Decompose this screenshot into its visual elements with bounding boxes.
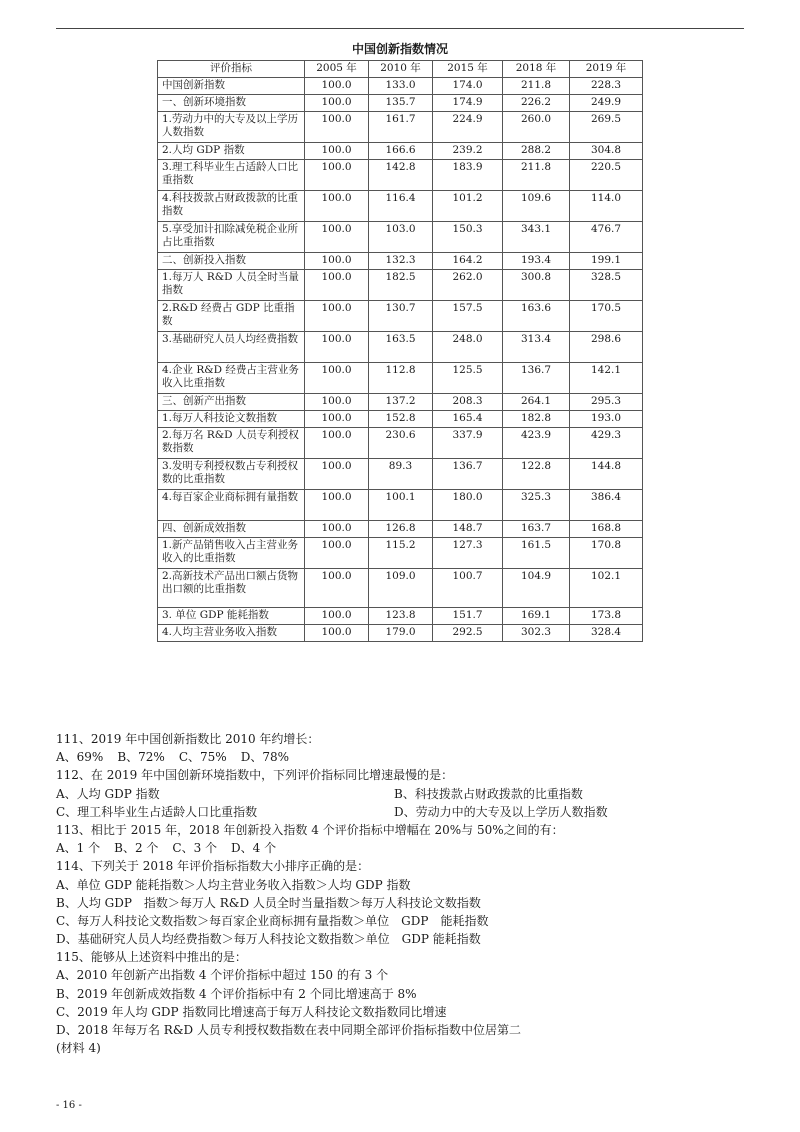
value-cell: 132.3: [369, 253, 433, 270]
value-cell: 100.1: [369, 490, 433, 521]
value-cell: 100.0: [305, 160, 369, 191]
value-cell: 313.4: [503, 332, 570, 363]
row-label: 4.每百家企业商标拥有量指数: [158, 490, 305, 521]
q113-options: [56, 839, 746, 857]
top-rule: [56, 28, 744, 29]
table-row: [158, 459, 643, 490]
row-label: 3.基础研究人员人均经费指数: [158, 332, 305, 363]
value-cell: 304.8: [570, 143, 643, 160]
value-cell: 260.0: [503, 112, 570, 143]
value-cell: 114.0: [570, 191, 643, 222]
value-cell: 164.2: [433, 253, 503, 270]
table-row: [158, 222, 643, 253]
value-cell: 325.3: [503, 490, 570, 521]
q111-option-d: D、78%: [240, 750, 289, 765]
value-cell: 142.1: [570, 363, 643, 394]
row-label: 2.每万名 R&D 人员专利授权数指数: [158, 428, 305, 459]
value-cell: 262.0: [433, 270, 503, 301]
value-cell: 163.5: [369, 332, 433, 363]
value-cell: 116.4: [369, 191, 433, 222]
table-row: [158, 143, 643, 160]
value-cell: 102.1: [570, 569, 643, 608]
value-cell: 183.9: [433, 160, 503, 191]
value-cell: 100.7: [433, 569, 503, 608]
value-cell: 170.8: [570, 538, 643, 569]
innovation-index-table: [157, 60, 643, 642]
q115-option-d: D、2018 年每万名 R&D 人员专利授权数指数在表中同期全部评价指标指数中位居第二: [56, 1023, 521, 1037]
q115-option-b: B、2019 年创新成效指数 4 个评价指标中有 2 个同比增速高于 8%: [56, 986, 417, 1001]
value-cell: 100.0: [305, 270, 369, 301]
table-row: [158, 428, 643, 459]
value-cell: 100.0: [305, 363, 369, 394]
value-cell: 264.1: [503, 394, 570, 411]
value-cell: 137.2: [369, 394, 433, 411]
value-cell: 295.3: [570, 394, 643, 411]
value-cell: 343.1: [503, 222, 570, 253]
table-header-row: [158, 61, 643, 78]
value-cell: 115.2: [369, 538, 433, 569]
q112-options-cd: [56, 803, 746, 821]
value-cell: 163.6: [503, 301, 570, 332]
table-row: [158, 160, 643, 191]
questions-section: [56, 730, 746, 1057]
value-cell: 100.0: [305, 143, 369, 160]
material-note: (材料 4): [56, 1041, 101, 1056]
table-row: [158, 490, 643, 521]
value-cell: 100.0: [305, 459, 369, 490]
table-row: [158, 253, 643, 270]
table-header-cell: 2010 年: [369, 61, 433, 78]
value-cell: 168.8: [570, 521, 643, 538]
value-cell: 101.2: [433, 191, 503, 222]
row-label: 3.理工科毕业生占适龄人口比重指数: [158, 160, 305, 191]
value-cell: 169.1: [503, 608, 570, 625]
value-cell: 182.5: [369, 270, 433, 301]
q114-stem: 114、下列关于 2018 年评价指标指数大小排序正确的是：: [56, 859, 370, 874]
table-row: [158, 191, 643, 222]
q113-option-c: C、3 个: [172, 841, 218, 856]
value-cell: 100.0: [305, 78, 369, 95]
value-cell: 100.0: [305, 253, 369, 270]
value-cell: 100.0: [305, 625, 369, 642]
q114-option-c: C、每万人科技论文数指数＞每百家企业商标拥有量指数＞单位 GDP 能耗指数: [56, 913, 489, 928]
value-cell: 161.7: [369, 112, 433, 143]
value-cell: 100.0: [305, 301, 369, 332]
row-label: 1.劳动力中的大专及以上学历人数指数: [158, 112, 305, 143]
q114-option-a: A、单位 GDP 能耗指数＞人均主营业务收入指数＞人均 GDP 指数: [56, 877, 411, 892]
value-cell: 161.5: [503, 538, 570, 569]
value-cell: 150.3: [433, 222, 503, 253]
value-cell: 269.5: [570, 112, 643, 143]
q115-option-c: C、2019 年人均 GDP 指数同比增速高于每万人科技论文数指数同比增速: [56, 1004, 447, 1019]
value-cell: 142.8: [369, 160, 433, 191]
value-cell: 100.0: [305, 538, 369, 569]
row-label: 1.每万人科技论文数指数: [158, 411, 305, 428]
value-cell: 100.0: [305, 569, 369, 608]
row-label: 4.企业 R&D 经费占主营业务收入比重指数: [158, 363, 305, 394]
value-cell: 126.8: [369, 521, 433, 538]
value-cell: 220.5: [570, 160, 643, 191]
value-cell: 133.0: [369, 78, 433, 95]
value-cell: 157.5: [433, 301, 503, 332]
value-cell: 148.7: [433, 521, 503, 538]
table-body: [158, 78, 643, 642]
value-cell: 423.9: [503, 428, 570, 459]
value-cell: 100.0: [305, 411, 369, 428]
value-cell: 100.0: [305, 394, 369, 411]
value-cell: 230.6: [369, 428, 433, 459]
q114-option-b: B、人均 GDP 指数＞每万人 R&D 人员全时当量指数＞每万人科技论文数指数: [56, 895, 481, 910]
q112-option-c: C、理工科毕业生占适龄人口比重指数: [56, 804, 258, 819]
table-row: [158, 411, 643, 428]
row-label: 4.科技拨款占财政拨款的比重指数: [158, 191, 305, 222]
value-cell: 193.4: [503, 253, 570, 270]
value-cell: 109.0: [369, 569, 433, 608]
row-label: 三、创新产出指数: [158, 394, 305, 411]
table-row: [158, 363, 643, 394]
value-cell: 288.2: [503, 143, 570, 160]
value-cell: 165.4: [433, 411, 503, 428]
value-cell: 100.0: [305, 428, 369, 459]
value-cell: 125.5: [433, 363, 503, 394]
table-row: [158, 521, 643, 538]
q111-option-a: A、69%: [56, 750, 104, 765]
value-cell: 386.4: [570, 490, 643, 521]
value-cell: 429.3: [570, 428, 643, 459]
q113-option-b: B、2 个: [114, 841, 159, 856]
value-cell: 173.8: [570, 608, 643, 625]
q113-option-a: A、1 个: [56, 841, 101, 856]
value-cell: 104.9: [503, 569, 570, 608]
value-cell: 208.3: [433, 394, 503, 411]
q112-option-b: B、科技拨款占财政拨款的比重指数: [394, 786, 583, 801]
value-cell: 328.4: [570, 625, 643, 642]
table-row: [158, 112, 643, 143]
q112-option-d: D、劳动力中的大专及以上学历人数指数: [394, 804, 608, 819]
q114-option-d: D、基础研究人员人均经费指数＞每万人科技论文数指数＞单位 GDP 能耗指数: [56, 932, 481, 947]
value-cell: 182.8: [503, 411, 570, 428]
row-label: 2.R&D 经费占 GDP 比重指数: [158, 301, 305, 332]
q113-option-d: D、4 个: [231, 841, 277, 856]
q112-options-ab: [56, 785, 746, 803]
value-cell: 337.9: [433, 428, 503, 459]
value-cell: 179.0: [369, 625, 433, 642]
table-row: [158, 538, 643, 569]
value-cell: 211.8: [503, 160, 570, 191]
table-title: 中国创新指数情况: [351, 42, 448, 56]
table-row: [158, 95, 643, 112]
table-row: [158, 625, 643, 642]
row-label: 二、创新投入指数: [158, 253, 305, 270]
value-cell: 100.0: [305, 112, 369, 143]
row-label: 一、创新环境指数: [158, 95, 305, 112]
value-cell: 123.8: [369, 608, 433, 625]
value-cell: 100.0: [305, 222, 369, 253]
value-cell: 174.9: [433, 95, 503, 112]
value-cell: 193.0: [570, 411, 643, 428]
row-label: 1.每万人 R&D 人员全时当量指数: [158, 270, 305, 301]
value-cell: 300.8: [503, 270, 570, 301]
value-cell: 100.0: [305, 490, 369, 521]
row-label: 四、创新成效指数: [158, 521, 305, 538]
q113-stem: 113、相比于 2015 年，2018 年创新投入指数 4 个评价指标中增幅在 20%与 50%之间的有：: [56, 822, 564, 837]
table-row: [158, 332, 643, 363]
value-cell: 89.3: [369, 459, 433, 490]
table-row: [158, 394, 643, 411]
row-label: 3.发明专利授权数占专利授权数的比重指数: [158, 459, 305, 490]
value-cell: 100.0: [305, 608, 369, 625]
value-cell: 249.9: [570, 95, 643, 112]
value-cell: 174.0: [433, 78, 503, 95]
value-cell: 135.7: [369, 95, 433, 112]
value-cell: 100.0: [305, 521, 369, 538]
value-cell: 298.6: [570, 332, 643, 363]
table-row: [158, 78, 643, 95]
q111-options: [56, 748, 746, 766]
value-cell: 224.9: [433, 112, 503, 143]
value-cell: 170.5: [570, 301, 643, 332]
table-header-cell: 2018 年: [503, 61, 570, 78]
row-label: 2.人均 GDP 指数: [158, 143, 305, 160]
value-cell: 180.0: [433, 490, 503, 521]
value-cell: 163.7: [503, 521, 570, 538]
value-cell: 152.8: [369, 411, 433, 428]
value-cell: 130.7: [369, 301, 433, 332]
value-cell: 166.6: [369, 143, 433, 160]
value-cell: 151.7: [433, 608, 503, 625]
value-cell: 122.8: [503, 459, 570, 490]
q111-option-c: C、75%: [178, 750, 227, 765]
q112-stem: 112、在 2019 年中国创新环境指数中，下列评价指标同比增速最慢的是：: [56, 768, 454, 783]
value-cell: 211.8: [503, 78, 570, 95]
row-label: 5.享受加计扣除减免税企业所占比重指数: [158, 222, 305, 253]
value-cell: 112.8: [369, 363, 433, 394]
value-cell: 100.0: [305, 332, 369, 363]
table-header-cell: 评价指标: [158, 61, 305, 78]
value-cell: 476.7: [570, 222, 643, 253]
value-cell: 302.3: [503, 625, 570, 642]
value-cell: 248.0: [433, 332, 503, 363]
value-cell: 199.1: [570, 253, 643, 270]
q115-option-a: A、2010 年创新产出指数 4 个评价指标中超过 150 的有 3 个: [56, 968, 389, 983]
row-label: 中国创新指数: [158, 78, 305, 95]
table-row: [158, 608, 643, 625]
value-cell: 127.3: [433, 538, 503, 569]
value-cell: 100.0: [305, 95, 369, 112]
row-label: 4.人均主营业务收入指数: [158, 625, 305, 642]
value-cell: 226.2: [503, 95, 570, 112]
row-label: 3. 单位 GDP 能耗指数: [158, 608, 305, 625]
table-row: [158, 569, 643, 608]
value-cell: 100.0: [305, 191, 369, 222]
table-row: [158, 270, 643, 301]
table-header-cell: 2005 年: [305, 61, 369, 78]
table-row: [158, 301, 643, 332]
row-label: 2.高新技术产品出口额占货物出口额的比重指数: [158, 569, 305, 608]
value-cell: 292.5: [433, 625, 503, 642]
q112-option-a: A、人均 GDP 指数: [56, 786, 160, 801]
q115-stem: 115、能够从上述资料中推出的是：: [56, 950, 247, 965]
row-label: 1.新产品销售收入占主营业务收入的比重指数: [158, 538, 305, 569]
value-cell: 109.6: [503, 191, 570, 222]
page-number: - 16 -: [56, 1100, 82, 1111]
value-cell: 103.0: [369, 222, 433, 253]
table-header-cell: 2019 年: [570, 61, 643, 78]
value-cell: 239.2: [433, 143, 503, 160]
value-cell: 228.3: [570, 78, 643, 95]
value-cell: 136.7: [433, 459, 503, 490]
q111-option-b: B、72%: [117, 750, 165, 765]
value-cell: 136.7: [503, 363, 570, 394]
value-cell: 144.8: [570, 459, 643, 490]
q111-stem: 111、2019 年中国创新指数比 2010 年约增长：: [56, 732, 320, 746]
table-header-cell: 2015 年: [433, 61, 503, 78]
value-cell: 328.5: [570, 270, 643, 301]
